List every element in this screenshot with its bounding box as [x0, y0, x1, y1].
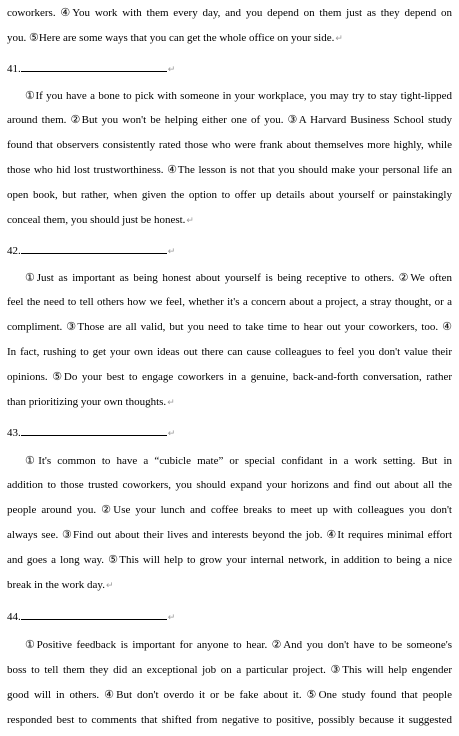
q41-line-1: ①If you have a bone to pick with someone in your workplace, you may try to stay tight-lipped: [25, 90, 452, 102]
q44-line-4: responded best to comments that shifted from negative to positive, possibly because it suggested: [7, 714, 452, 726]
paragraph-mark-icon: ↵: [105, 580, 114, 590]
paragraph-mark-icon: ↵: [167, 64, 176, 74]
answer-blank[interactable]: [21, 609, 167, 620]
q41-line-2: around them. ②But you won't be helping either one of you. ③A Harvard Business School study: [7, 114, 452, 126]
question-number: 41.: [7, 63, 21, 75]
q43-line-4: always see. ③Find out about their lives and interests beyond the job. ④It requires minimal effort: [7, 529, 452, 541]
q44-line-3: good will in others. ④But don't overdo it or be fake about it. ⑤One study found that people: [7, 689, 452, 701]
question-number: 43.: [7, 427, 21, 439]
q42-line-3: compliment. ③Those are all valid, but you need to take time to hear out your coworkers, too. ④: [7, 321, 452, 333]
intro-line-2-text: you. ⑤Here are some ways that you can get the whole office on your side.: [7, 32, 335, 44]
q41-line-6: [7, 214, 194, 227]
q42-line-6-text: than prioritizing your own thoughts.: [7, 396, 167, 408]
paragraph-mark-icon: ↵: [167, 428, 176, 438]
q44-line-1: ①Positive feedback is important for anyone to hear. ②And you don't have to be someone's: [25, 639, 452, 651]
paragraph-mark-icon: ↵: [167, 397, 175, 407]
question-number: 44.: [7, 611, 21, 623]
intro-line-1: coworkers. ④You work with them every day, and you depend on them just as they depend on: [7, 7, 452, 19]
paragraph-mark-icon: ↵: [335, 33, 343, 43]
q41-line-4: those who hid lost trustworthiness. ④The lesson is not that you should make your personal life an: [7, 164, 452, 176]
question-number: 42.: [7, 245, 21, 257]
intro-line-2: [7, 32, 343, 45]
paragraph-mark-icon: ↵: [167, 612, 176, 622]
q43-line-5: and goes a long way. ⑤This will help to grow your internal network, in addition to being a nice: [7, 554, 452, 566]
q42-line-1: ①Just as important as being honest about yourself is being receptive to others. ②We often: [25, 272, 452, 284]
question-42-label: [7, 243, 175, 258]
question-41-label: [7, 61, 175, 76]
q43-line-6-text: break in the work day.: [7, 579, 105, 591]
q41-line-3: found that observers consistently rated those who were frank about themselves more highly, while: [7, 139, 452, 151]
question-44-label: [7, 609, 175, 624]
q43-line-6: [7, 579, 114, 592]
q43-line-1: ①It's common to have a “cubicle mate” or special confidant in a work setting. But in: [25, 455, 452, 467]
answer-blank[interactable]: [21, 243, 167, 254]
q43-line-3: people around you. ②Use your lunch and coffee breaks to meet up with colleagues you don't: [7, 504, 452, 516]
question-43-label: [7, 425, 175, 440]
q42-line-2: feel the need to tell others how we feel, whether it's a concern about a project, a stray thought, or a: [7, 296, 452, 308]
answer-blank[interactable]: [21, 61, 167, 72]
paragraph-mark-icon: ↵: [186, 215, 194, 225]
q42-line-6: [7, 396, 175, 409]
answer-blank[interactable]: [21, 425, 167, 436]
q42-line-5: opinions. ⑤Do your best to engage coworkers in a genuine, back-and-forth conversation, rather: [7, 371, 452, 383]
q44-line-2: boss to tell them they did an exceptional job on a particular project. ③This will help engender: [7, 664, 452, 676]
paragraph-mark-icon: ↵: [167, 246, 176, 256]
q43-line-2: addition to those trusted coworkers, you should expand your horizons and find out about all the: [7, 479, 452, 491]
q41-line-6-text: conceal them, you should just be honest.: [7, 214, 186, 226]
q42-line-4: In fact, rushing to get your own ideas out there can cause colleagues to feel you don't value their: [7, 346, 452, 358]
q41-line-5: open book, but rather, when given the option to offer up details about yourself or painstakingly: [7, 189, 452, 201]
